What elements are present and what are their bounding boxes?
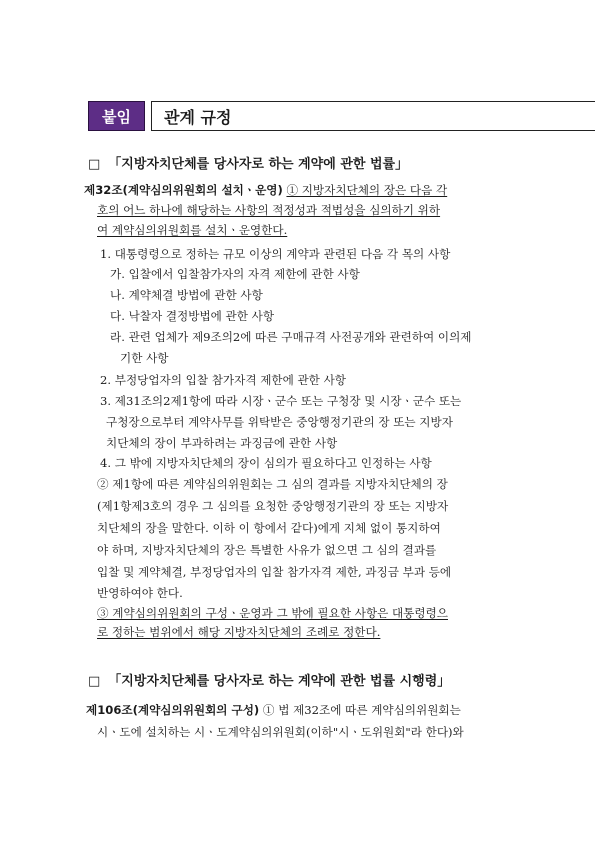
item-3-cont-2: 치단체의 장이 부과하려는 과징금에 관한 사항 <box>106 436 338 450</box>
item-1-na: 나. 계약체결 방법에 관한 사항 <box>110 288 263 302</box>
article-32-line-2: 호의 어느 하나에 해당하는 사항의 적정성과 적법성을 심의하기 위하 <box>97 203 441 217</box>
paragraph-2-line-4: 야 하며, 지방자치단체의 장은 특별한 사유가 없으면 그 심의 결과를 <box>97 543 437 557</box>
item-3: 3. 제31조의2제1항에 따라 시장ㆍ군수 또는 구청장 및 시장ㆍ군수 또는 <box>100 394 462 408</box>
item-1-ra-cont: 기한 사항 <box>120 351 169 365</box>
paragraph-3-line-2: 로 정하는 범위에서 해당 지방자치단체의 조례로 정한다. <box>97 625 381 639</box>
item-2: 2. 부정당업자의 입찰 참가자격 제한에 관한 사항 <box>100 373 346 387</box>
paragraph-2-line-3: 치단체의 장을 말한다. 이하 이 항에서 같다)에게 지체 없이 통지하여 <box>97 521 441 535</box>
item-3-cont-1: 구청장으로부터 계약사무를 위탁받은 중앙행정기관의 장 또는 지방자 <box>106 415 453 429</box>
attachment-tag: 붙임 <box>88 101 145 131</box>
item-1-ra: 라. 관련 업체가 제9조의2에 따른 구매규격 사전공개와 관련하여 이의제 <box>110 330 472 344</box>
item-1: 1. 대통령령으로 정하는 규모 이상의 계약과 관련된 다음 각 목의 사항 <box>100 247 451 261</box>
square-bullet-icon: □ <box>88 157 101 172</box>
paragraph-2-line-1: ② 제1항에 따른 계약심의위원회는 그 심의 결과를 지방자치단체의 장 <box>97 477 448 491</box>
article-heading: 제106조(계약심의위원회의 구성) <box>86 703 260 717</box>
section-title: 「지방자치단체를 당사자로 하는 계약에 관한 법률」 <box>108 157 409 172</box>
section-title: 「지방자치단체를 당사자로 하는 계약에 관한 법률 시행령」 <box>108 674 451 689</box>
square-bullet-icon: □ <box>88 674 101 689</box>
section-heading-decree <box>88 670 588 689</box>
article-32-line-1 <box>84 180 594 200</box>
article-32-line-3: 여 계약심의위원회를 설치ㆍ운영한다. <box>97 223 288 237</box>
item-1-ga: 가. 입찰에서 입찰참가자의 자격 제한에 관한 사항 <box>110 267 360 281</box>
article-106-line-1 <box>86 700 461 720</box>
attachment-title: 관계 규정 <box>151 101 595 131</box>
item-4: 4. 그 밖에 지방자치단체의 장이 심의가 필요하다고 인정하는 사항 <box>100 456 432 470</box>
item-1-da: 다. 낙찰자 결정방법에 관한 사항 <box>110 309 275 323</box>
paragraph-2-line-6: 반영하여야 한다. <box>97 586 183 600</box>
article-text: ① 법 제32조에 따른 계약심의위원회는 <box>262 703 461 717</box>
article-heading: 제32조(계약심의위원회의 설치ㆍ운영) <box>84 183 283 197</box>
paragraph-2-line-5: 입찰 및 계약체결, 부정당업자의 입찰 참가자격 제한, 과징금 부과 등에 <box>97 565 452 579</box>
paragraph-3-line-1: ③ 계약심의위원회의 구성ㆍ운영과 그 밖에 필요한 사항은 대통령령으 <box>97 606 448 620</box>
section-heading-law <box>88 153 588 172</box>
paragraph-2-line-2: (제1항제3호의 경우 그 심의를 요청한 중앙행정기관의 장 또는 지방자 <box>97 499 449 513</box>
article-106-line-2: 시ㆍ도에 설치하는 시ㆍ도계약심의위원회(이하"시ㆍ도위원회"라 한다)와 <box>97 725 464 739</box>
article-text: ① 지방자치단체의 장은 다음 각 <box>286 183 448 197</box>
attachment-header <box>88 101 595 131</box>
